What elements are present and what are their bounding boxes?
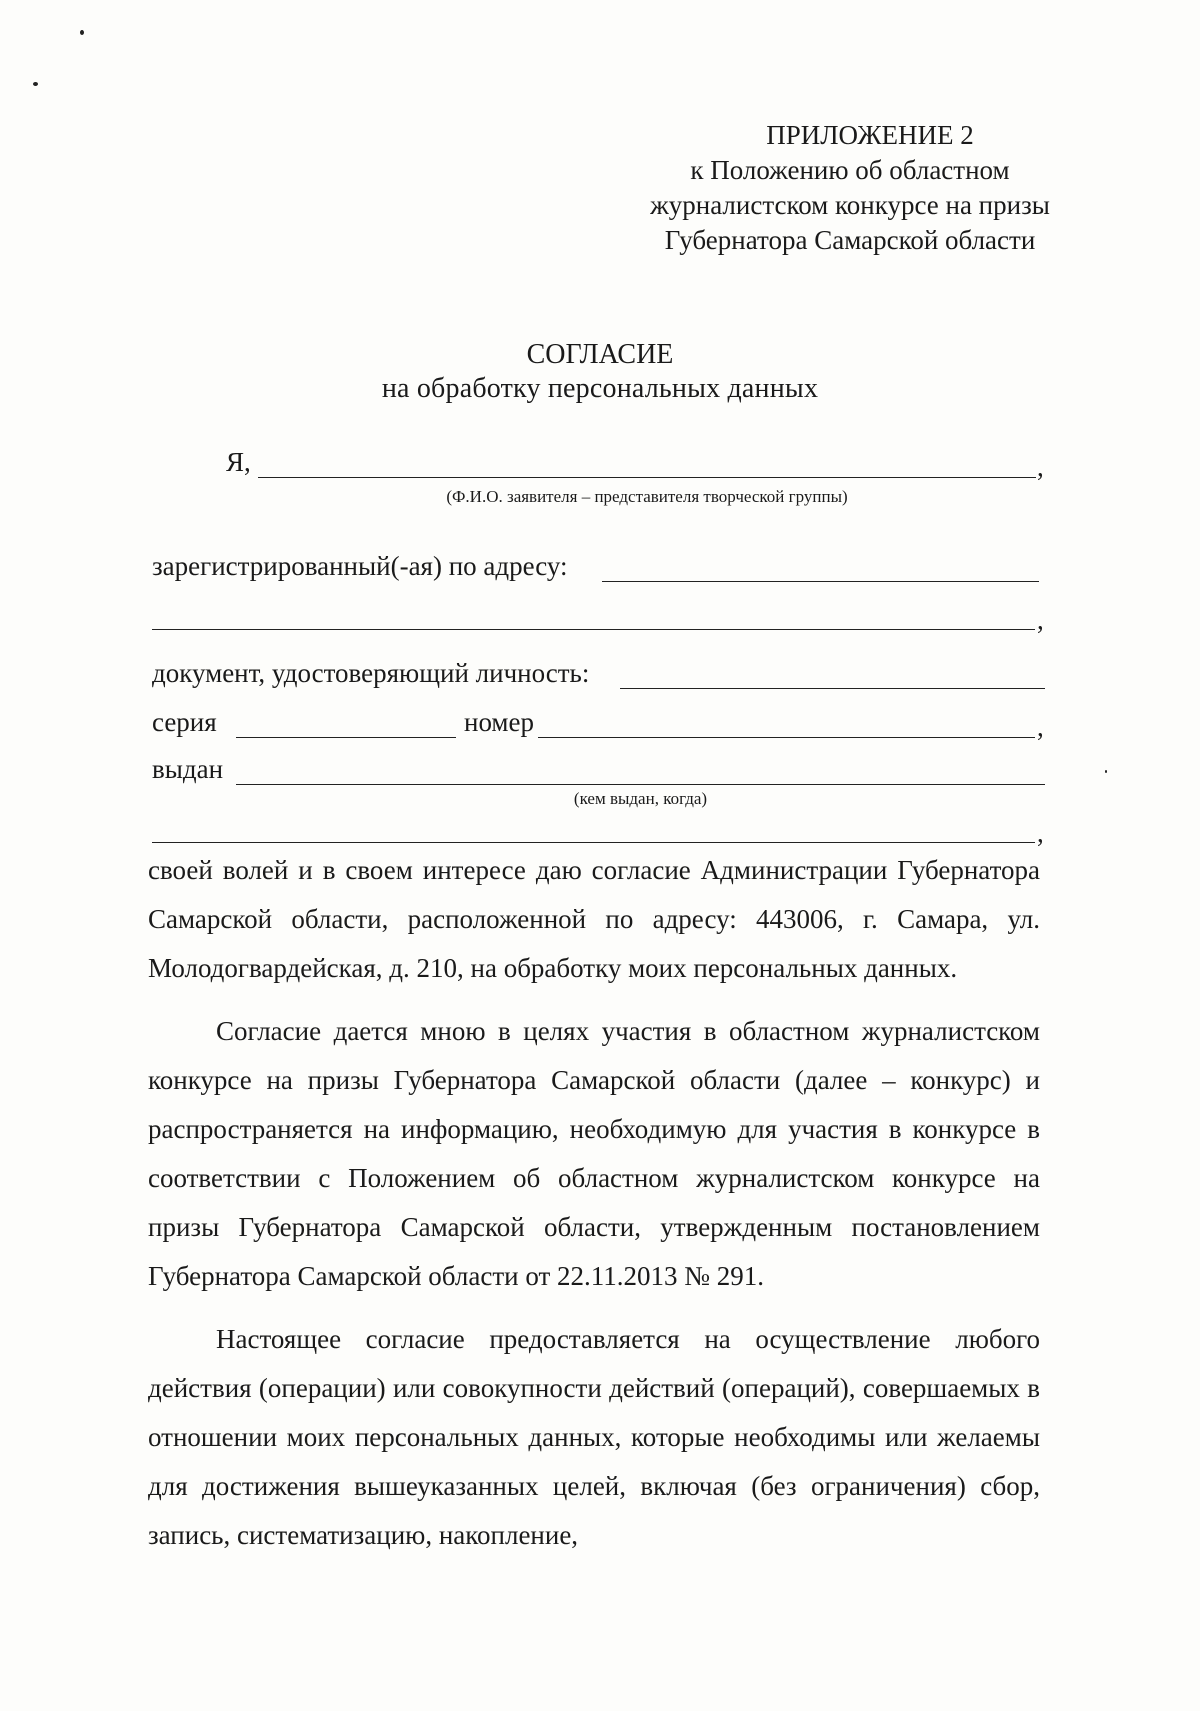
consent-heading — [0, 338, 1200, 406]
consent-title: СОГЛАСИЕ — [526, 339, 674, 370]
appendix-line-1: к Положению об областном — [690, 155, 1010, 185]
issued-field-line[interactable] — [236, 784, 1045, 785]
address-field-line-2[interactable] — [152, 629, 1035, 630]
issued-field-line-2[interactable] — [152, 842, 1035, 843]
appendix-title: ПРИЛОЖЕНИЕ 2 — [766, 120, 974, 150]
issued-label: выдан — [152, 754, 224, 784]
name-field-hint: (Ф.И.О. заявителя – представителя творческой группы) — [446, 487, 848, 506]
scan-speck — [80, 30, 84, 35]
paragraph-consent-statement: своей волей и в своем интересе даю согласие Администрации Губернатора Самарской области, расположенной по адресу: 443006, г. Самара, ул. Молодогвардейская, д. 210, на обработку моих персональных данных. — [148, 855, 1040, 983]
document-label: документ, удостоверяющий личность: — [152, 658, 590, 688]
document-field-line[interactable] — [620, 688, 1045, 689]
appendix-header — [620, 118, 1080, 258]
appendix-line-3: Губернатора Самарской области — [664, 225, 1036, 255]
name-field-line[interactable] — [258, 477, 1036, 478]
consent-subtitle: на обработку персональных данных — [381, 373, 819, 404]
series-label: серия — [152, 707, 217, 737]
scan-speck — [1105, 770, 1107, 773]
consent-body — [148, 846, 1040, 1560]
comma: , — [1037, 712, 1044, 742]
appendix-line-2: журналистском конкурсе на призы — [650, 190, 1050, 220]
series-field-line[interactable] — [236, 737, 456, 738]
comma: , — [1037, 818, 1044, 848]
comma: , — [1037, 605, 1044, 635]
paragraph-scope: Настоящее согласие предоставляется на осуществление любого действия (операции) или совокупности действий (операций), совершаемых в отношении моих персональных данных, которые необходимы или желаемы для достижения вышеуказанных целей, включая (без ограничения) сбор, запись, систематизацию, накопление, — [148, 1324, 1040, 1550]
paragraph-purpose: Согласие дается мною в целях участия в областном журналистском конкурсе на призы Губернатора Самарской области (далее – конкурс) и распространяется на информацию, необходимую для участия в конкурсе в соответствии с Положением об областном журналистском конкурсе на призы Губернатора Самарской области, утвержденным постановлением Губернатора Самарской области от 22.11.2013 № 291. — [148, 1016, 1040, 1291]
issued-field-hint: (кем выдан, когда) — [573, 789, 708, 808]
address-field-line[interactable] — [602, 581, 1039, 582]
number-field-line[interactable] — [538, 737, 1035, 738]
scan-speck — [33, 82, 38, 86]
comma: , — [1037, 452, 1044, 482]
address-label: зарегистрированный(-ая) по адресу: — [152, 551, 568, 581]
number-label: номер — [464, 707, 535, 737]
i-label: Я, — [226, 447, 251, 477]
